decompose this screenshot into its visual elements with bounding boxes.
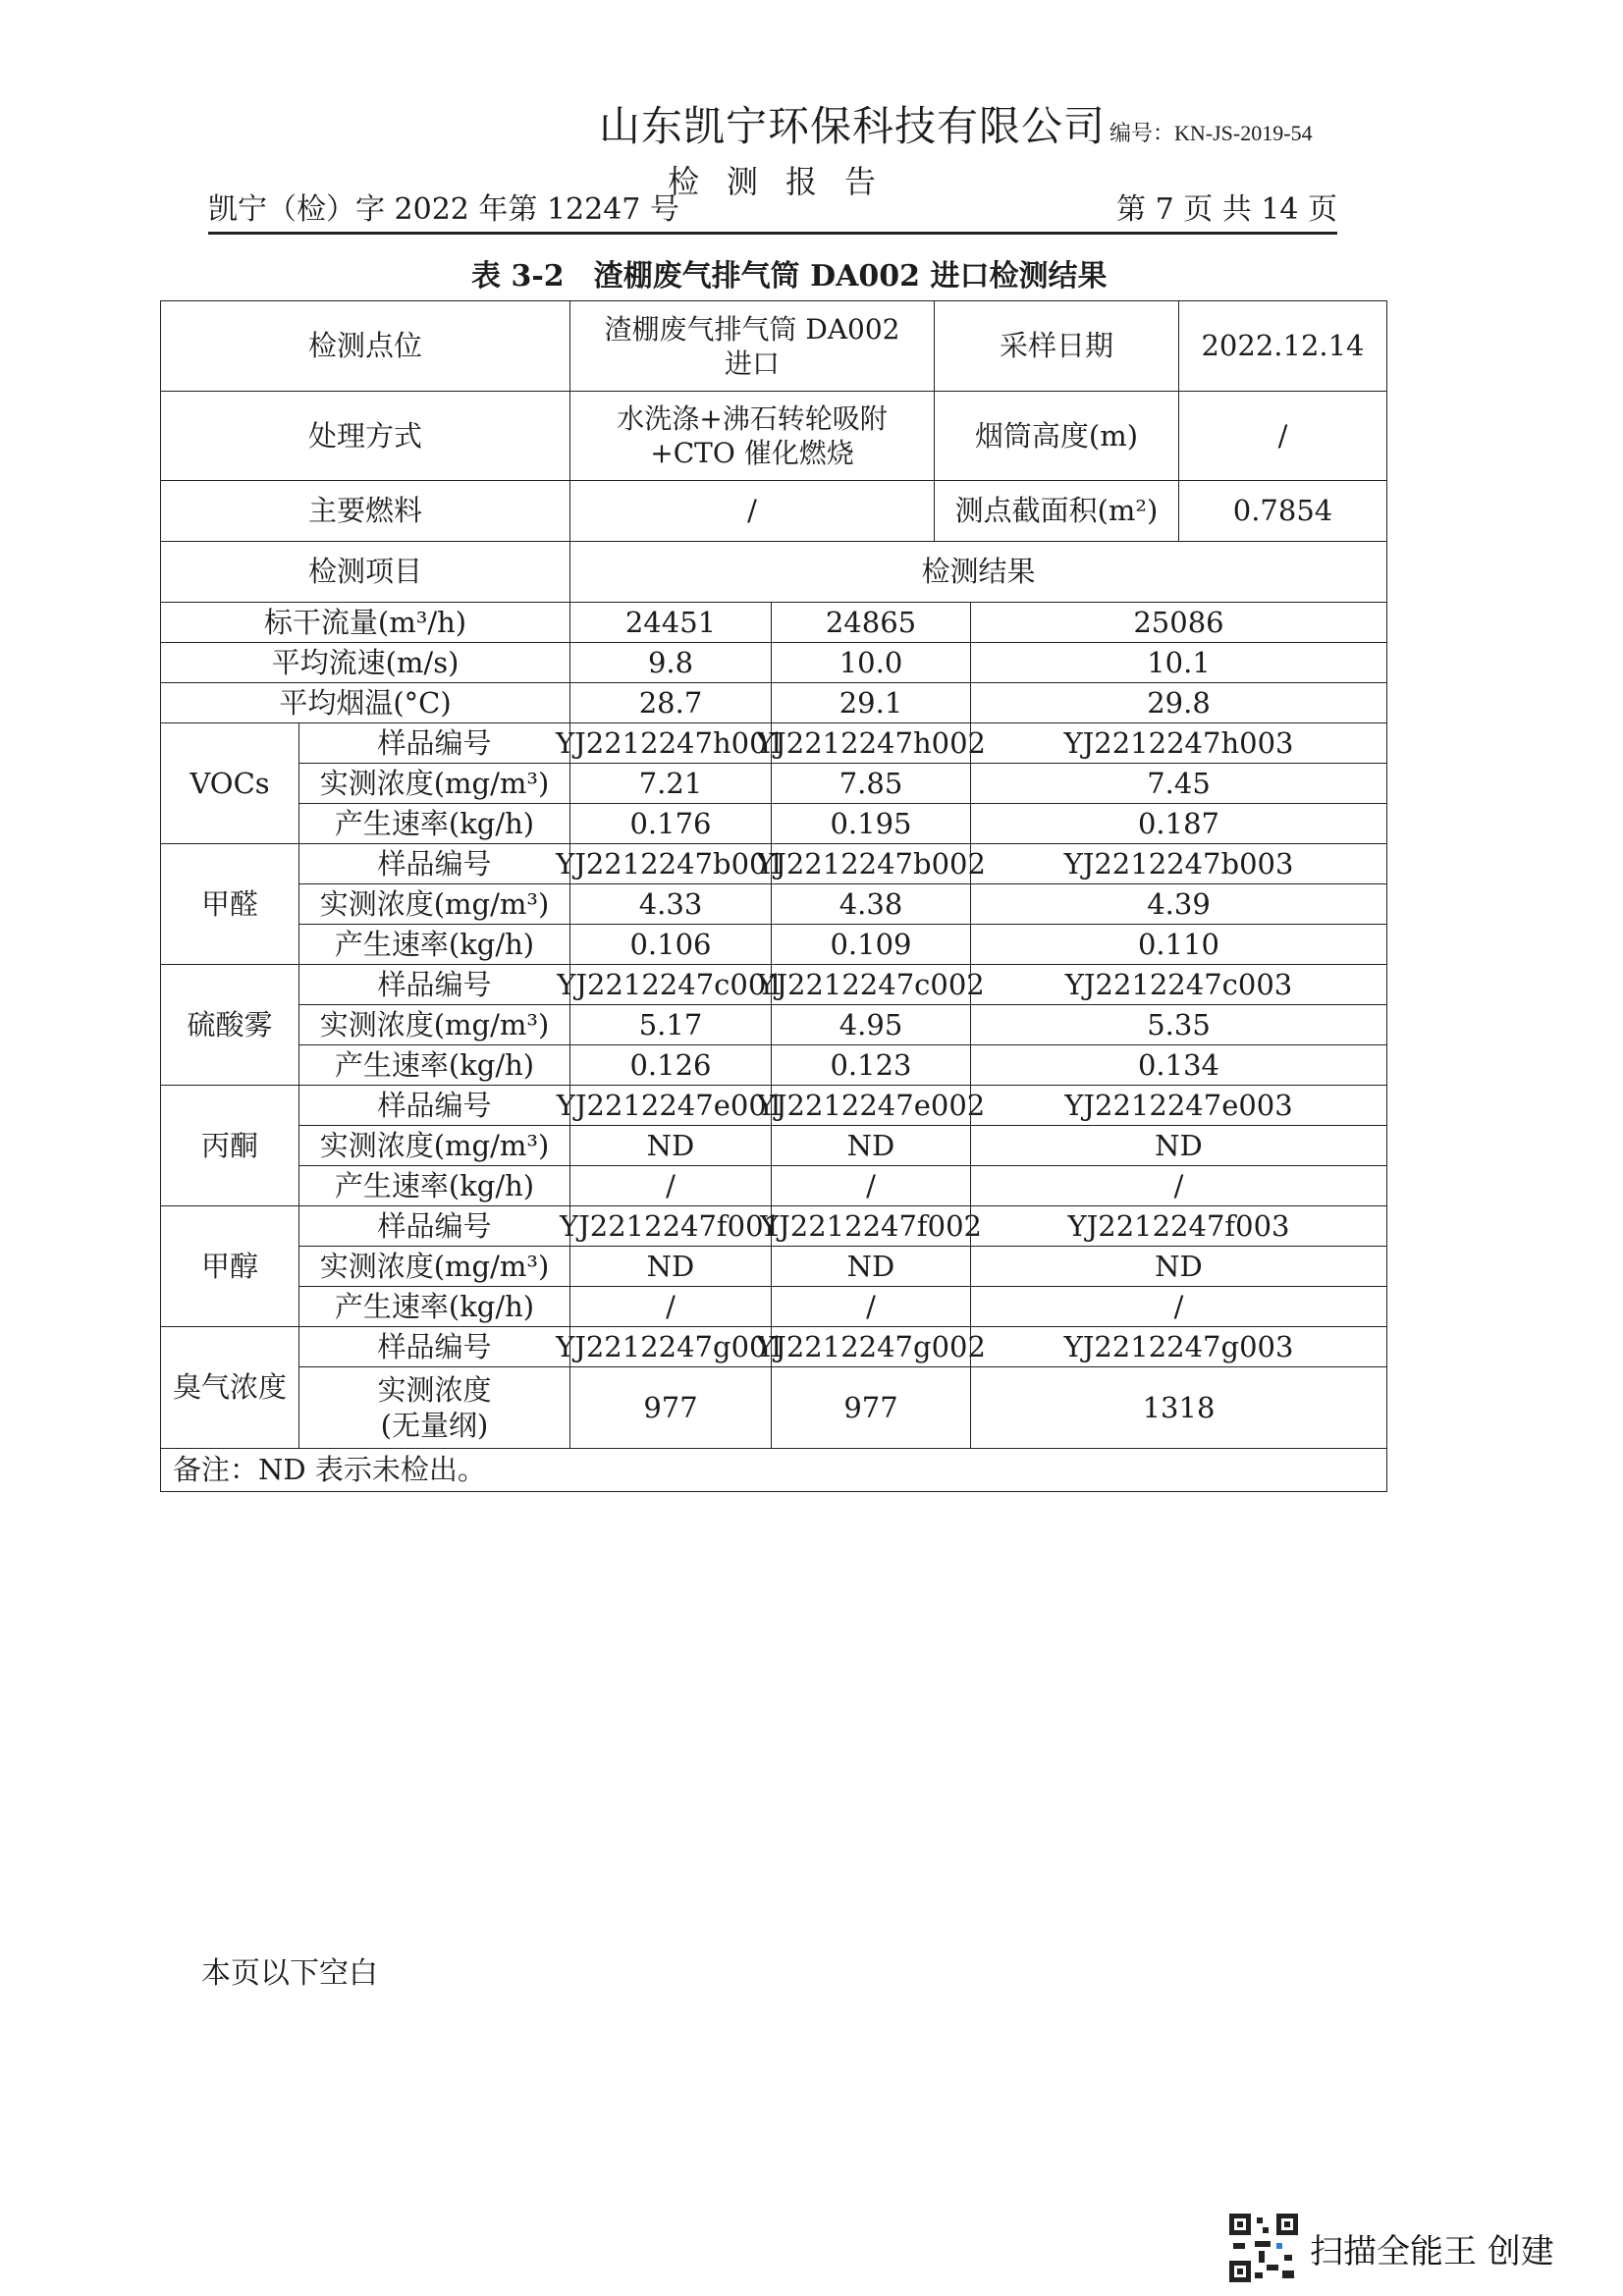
result-cell: 0.106 [569,924,772,965]
treatment-value: 水洗涤+沸石转轮吸附+CTO 催化燃烧 [569,391,935,481]
result-cell: 10.0 [771,642,971,683]
height-value: / [1178,391,1387,481]
reference-line [208,192,1337,235]
height-label: 烟筒高度(m) [934,391,1179,481]
result-cell: 977 [771,1366,971,1449]
result-cell: ND [771,1125,971,1166]
result-cell: / [569,1286,772,1327]
row-label: 样品编号 [298,1085,570,1126]
result-cell: ND [569,1125,772,1166]
result-cell: YJ2212247b002 [771,843,971,884]
report-number: 凯宁（检）字 2022 年第 12247 号 [208,192,679,227]
result-cell: / [771,1165,971,1206]
result-cell: 0.195 [771,803,971,844]
result-cell: YJ2212247h003 [970,722,1387,764]
result-cell: YJ2212247b001 [569,843,772,884]
result-cell: 0.187 [970,803,1387,844]
scanner-watermark [1229,2214,1554,2282]
group-name: 臭气浓度 [160,1326,299,1449]
qr-code-icon [1229,2214,1298,2282]
result-cell: 29.8 [970,682,1387,723]
row-label: 平均烟温(°C) [160,682,570,723]
result-cell: 4.39 [970,883,1387,925]
area-value: 0.7854 [1178,480,1387,542]
result-cell: 4.33 [569,883,772,925]
result-cell: / [771,1286,971,1327]
item-header: 检测项目 [160,541,570,603]
table-note: 备注：ND 表示未检出。 [160,1448,1387,1492]
result-cell: / [569,1165,772,1206]
row-label: 样品编号 [298,722,570,764]
result-cell: 0.134 [970,1044,1387,1086]
result-cell: 28.7 [569,682,772,723]
result-cell: 0.176 [569,803,772,844]
result-cell: 4.95 [771,1004,971,1045]
date-value: 2022.12.14 [1178,300,1387,392]
result-cell: YJ2212247g002 [771,1326,971,1367]
row-label: 实测浓度(mg/m³) [298,763,570,804]
result-cell: YJ2212247b003 [970,843,1387,884]
result-cell: YJ2212247e002 [771,1085,971,1126]
result-cell: 0.110 [970,924,1387,965]
result-cell: YJ2212247e001 [569,1085,772,1126]
result-cell: YJ2212247h002 [771,722,971,764]
result-cell: 5.17 [569,1004,772,1045]
row-label: 产生速率(kg/h) [298,1286,570,1327]
results-table [160,300,1387,1933]
group-name: 甲醛 [160,843,299,965]
result-cell: 29.1 [771,682,971,723]
result-cell: ND [569,1246,772,1287]
result-header: 检测结果 [569,541,1387,603]
result-cell: 5.35 [970,1004,1387,1045]
row-label: 产生速率(kg/h) [298,1044,570,1086]
result-cell: 9.8 [569,642,772,683]
row-label: 样品编号 [298,1205,570,1247]
blank-page-note: 本页以下空白 [201,1956,378,1991]
result-cell: YJ2212247g003 [970,1326,1387,1367]
result-cell: 0.126 [569,1044,772,1086]
row-label: 标干流量(m³/h) [160,602,570,643]
row-label: 产生速率(kg/h) [298,803,570,844]
result-cell: ND [771,1246,971,1287]
row-label: 平均流速(m/s) [160,642,570,683]
point-value: 渣棚废气排气筒 DA002 进口 [569,300,935,392]
date-label: 采样日期 [934,300,1179,392]
group-name: 丙酮 [160,1085,299,1206]
result-cell: YJ2212247f003 [970,1205,1387,1247]
group-name: 甲醇 [160,1205,299,1327]
result-cell: 4.38 [771,883,971,925]
result-cell: YJ2212247e003 [970,1085,1387,1126]
result-cell: YJ2212247f002 [771,1205,971,1247]
result-cell: YJ2212247f001 [569,1205,772,1247]
result-cell: 0.123 [771,1044,971,1086]
result-cell: 24865 [771,602,971,643]
scanner-text: 扫描全能王 创建 [1310,2231,1554,2271]
row-label: 样品编号 [298,843,570,884]
result-cell: 977 [569,1366,772,1449]
result-cell: YJ2212247c003 [970,964,1387,1005]
row-label: 实测浓度(mg/m³) [298,1125,570,1166]
result-cell: 24451 [569,602,772,643]
row-label: 实测浓度 (无量纲) [298,1366,570,1449]
page-number: 第 7 页 共 14 页 [1116,192,1337,227]
row-label: 样品编号 [298,964,570,1005]
result-cell: YJ2212247c001 [569,964,772,1005]
document-code: 编号：KN-JS-2019-54 [1109,121,1313,145]
area-label: 测点截面积(m²) [934,480,1179,542]
company-header [599,94,1313,153]
row-label: 产生速率(kg/h) [298,924,570,965]
row-label: 样品编号 [298,1326,570,1367]
point-label: 检测点位 [160,300,570,392]
treatment-label: 处理方式 [160,391,570,481]
result-cell: ND [970,1125,1387,1166]
result-cell: 25086 [970,602,1387,643]
row-label: 实测浓度(mg/m³) [298,883,570,925]
result-cell: YJ2212247c002 [771,964,971,1005]
row-label: 实测浓度(mg/m³) [298,1246,570,1287]
company-name: 山东凯宁环保科技有限公司 [599,102,1107,150]
result-cell: 10.1 [970,642,1387,683]
result-cell: / [970,1165,1387,1206]
result-cell: ND [970,1246,1387,1287]
result-cell: YJ2212247g001 [569,1326,772,1367]
result-cell: 7.21 [569,763,772,804]
row-label: 产生速率(kg/h) [298,1165,570,1206]
result-cell: 0.109 [771,924,971,965]
fuel-label: 主要燃料 [160,480,570,542]
result-cell: / [970,1286,1387,1327]
fuel-value: / [569,480,935,542]
row-label: 实测浓度(mg/m³) [298,1004,570,1045]
result-cell: YJ2212247h001 [569,722,772,764]
result-cell: 1318 [970,1366,1387,1449]
report-title: 检测报告 [668,163,904,200]
result-cell: 7.45 [970,763,1387,804]
table-title: 表 3-2 渣棚废气排气筒 DA002 进口检测结果 [471,259,1108,294]
group-name: VOCs [160,722,299,844]
group-name: 硫酸雾 [160,964,299,1086]
result-cell: 7.85 [771,763,971,804]
